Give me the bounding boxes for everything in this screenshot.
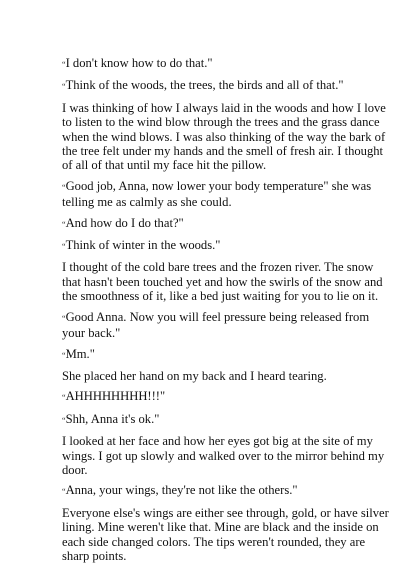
opening-quote: “ [62,242,66,252]
paragraph-text: She placed her hand on my back and I heard tearing. [62,368,327,383]
paragraph-4 [62,179,392,210]
paragraph-2 [62,78,392,94]
opening-quote: “ [62,393,66,403]
paragraph-9 [62,347,392,363]
opening-quote: “ [62,313,66,323]
paragraph-3 [62,101,392,173]
paragraph-text: Think of the woods, the trees, the birds and all of that." [65,78,344,93]
paragraph-6 [62,238,392,254]
paragraph-11 [62,389,392,405]
paragraph-text: Shh, Anna it's ok." [65,411,160,426]
paragraph-text: AHHHHHHHH!!!" [65,389,166,404]
paragraph-13 [62,434,392,477]
paragraph-text: Good job, Anna, now lower your body temperature" she was telling me as calmly as she could. [62,178,372,210]
paragraph-12 [62,412,392,428]
opening-quote: “ [62,219,66,229]
paragraph-8 [62,310,392,341]
paragraph-1 [62,56,392,72]
paragraph-text: I thought of the cold bare trees and the frozen river. The snow that hasn't been touched yet and how the swirls of the snow and the smoothness of it, like a bed just waiting for you to lie on it. [62,260,383,304]
paragraph-text: Everyone else's wings are either see through, gold, or have silver lining. Mine weren't like that. Mine are black and the inside on each side changed colors. The tips weren't rounded, they are sharp points. [62,505,389,563]
opening-quote: “ [62,415,66,425]
paragraph-text: Good Anna. Now you will feel pressure being released from your back." [62,309,370,341]
opening-quote: “ [62,487,66,497]
paragraph-text: Think of winter in the woods." [65,238,221,253]
opening-quote: “ [62,350,66,360]
document-page [62,56,392,569]
paragraph-text: Anna, your wings, they're not like the others." [65,483,298,498]
paragraph-10 [62,369,392,383]
opening-quote: “ [62,82,66,92]
opening-quote: “ [62,60,66,69]
paragraph-14 [62,483,392,499]
paragraph-7 [62,260,392,303]
paragraph-text: And how do I do that?" [65,215,184,230]
paragraph-text: I was thinking of how I always laid in the woods and how I love to listen to the wind blow through the trees and the grass dance when the wind blows. I was also thinking of the way the bark of the tree felt under my hands and the smell of fresh air. I thought of all of that until my face hit the pillow. [62,100,386,173]
paragraph-text: I don't know how to do that." [65,56,213,70]
paragraph-text: Mm." [65,346,95,361]
paragraph-text: I looked at her face and how her eyes got big at the site of my wings. I got up slowly and walked over to the mirror behind my door. [62,434,385,477]
paragraph-5 [62,216,392,232]
paragraph-15 [62,506,392,564]
opening-quote: “ [62,182,66,192]
